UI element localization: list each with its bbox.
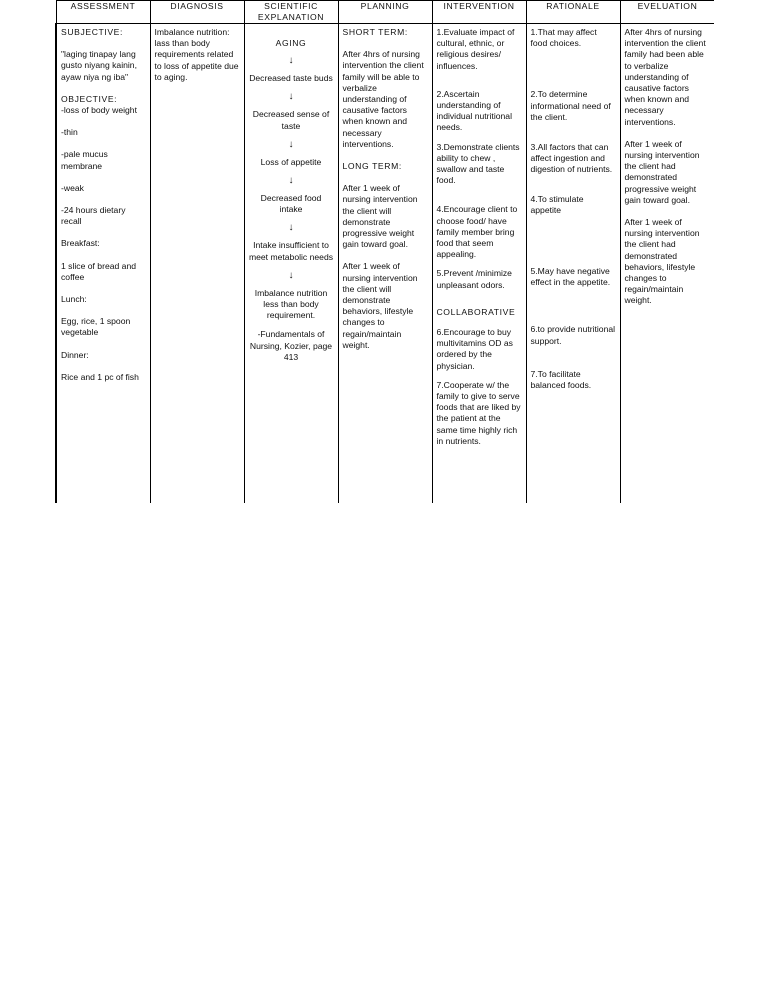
- nursing-care-plan-sheet: [55, 0, 714, 503]
- header-assessment: ASSESSMENT: [56, 1, 150, 24]
- long-term-label: LONG TERM:: [342, 161, 402, 172]
- breakfast-label: Breakfast:: [61, 238, 100, 249]
- diagnosis-cell: [150, 24, 244, 504]
- objective-item: -24 hours dietary recall: [61, 205, 126, 227]
- rationale-item: 1.That may affect food choices.: [530, 27, 597, 49]
- objective-item: -pale mucus membrane: [61, 149, 108, 171]
- lunch-recall: Egg, rice, 1 spoon vegetable: [61, 316, 131, 338]
- pathway-step: Decreased sense of taste: [252, 109, 330, 131]
- intervention-item: 6.Encourage to buy multivitamins OD as ordered by the physician.: [436, 327, 513, 371]
- pathway-step: Intake insufficient to meet metabolic needs: [248, 240, 334, 262]
- dinner-recall: Rice and 1 pc of fish: [61, 371, 139, 382]
- evaluation-item: After 1 week of nursing intervention the client had demonstrated progressive weight gain toward goal.: [624, 138, 700, 205]
- pathway-step: Decreased taste buds: [249, 73, 333, 84]
- long-term-goal: After 1 week of nursing intervention the client will demonstrate behaviors, lifestyle changes to regain/maintain weight.: [342, 261, 418, 350]
- scientific-explanation-cell: [244, 24, 338, 504]
- down-arrow-icon: ↓: [288, 55, 294, 67]
- evaluation-item: After 1 week of nursing intervention the client had demonstrated behaviors, lifestyle changes to regain/maintain weight.: [624, 217, 700, 306]
- collaborative-label: COLLABORATIVE: [436, 306, 516, 317]
- reference-citation: -Fundamentals of Nursing, Kozier, page 413: [249, 329, 333, 362]
- diagnosis-text: Imbalance nutrition: lass than body requirements related to loss of appetite due to aging.: [154, 27, 239, 82]
- down-arrow-icon: ↓: [288, 269, 294, 281]
- objective-item: -thin: [61, 127, 78, 138]
- planning-cell: [338, 24, 432, 504]
- rationale-cell: [526, 24, 620, 504]
- intervention-item: 5.Prevent /minimize unpleasant odors.: [436, 268, 512, 290]
- down-arrow-icon: ↓: [288, 222, 294, 234]
- rationale-item: 6.to provide nutritional support.: [530, 324, 616, 346]
- evaluation-item: After 4hrs of nursing intervention the client family had been able to verbalize understanding of causative factors when known and necessary interventions.: [624, 27, 706, 127]
- dinner-label: Dinner:: [61, 349, 89, 360]
- objective-label: OBJECTIVE:: [61, 93, 118, 104]
- header-rationale: RATIONALE: [526, 1, 620, 24]
- intervention-item: 3.Demonstrate clients ability to chew , swallow and taste food.: [436, 141, 520, 186]
- pathway-step: Loss of appetite: [260, 156, 322, 167]
- intervention-cell: [432, 24, 526, 504]
- objective-item: -weak: [61, 182, 84, 193]
- objective-item: -loss of body weight: [61, 105, 137, 116]
- down-arrow-icon: ↓: [288, 138, 294, 150]
- lunch-label: Lunch:: [61, 294, 87, 305]
- breakfast-recall: 1 slice of bread and coffee: [61, 260, 137, 282]
- rationale-item: 3.All factors that can affect ingestion and digestion of nutrients.: [530, 142, 613, 175]
- pathway-step: Decreased food intake: [260, 193, 322, 215]
- down-arrow-icon: ↓: [288, 91, 294, 103]
- care-plan-row: [56, 24, 714, 504]
- intervention-item: 4.Encourage client to choose food/ have family member bring food that seem appealing.: [436, 204, 518, 260]
- subjective-quote: "laging tinapay lang gusto niyang kainin, ayaw niya ng iba": [61, 49, 137, 82]
- header-planning: PLANNING: [338, 1, 432, 24]
- intervention-item: 7.Cooperate w/ the family to give to serve foods that are liked by the patient at the same time highly rich in nutrients.: [436, 379, 521, 446]
- nursing-care-plan-table: [55, 0, 714, 503]
- short-term-goal: After 4hrs of nursing intervention the client family will be able to verbalize understanding of causative factors when known and necessary interventions.: [342, 49, 424, 149]
- rationale-item: 5.May have negative effect in the appetite.: [530, 266, 611, 288]
- header-intervention: INTERVENTION: [432, 1, 526, 24]
- rationale-item: 7.To facilitate balanced foods.: [530, 368, 592, 391]
- header-diagnosis: DIAGNOSIS: [150, 1, 244, 24]
- long-term-goal: After 1 week of nursing intervention the client will demonstrate progressive weight gain toward goal.: [342, 183, 418, 250]
- intervention-item: 2.Ascertain understanding of individual nutritional needs.: [436, 88, 512, 133]
- down-arrow-icon: ↓: [288, 175, 294, 187]
- rationale-item: 2.To determine informational need of the client.: [530, 89, 611, 122]
- assessment-cell: [56, 24, 150, 504]
- header-scientific-explanation: SCIENTIFIC EXPLANATION: [244, 1, 338, 24]
- rationale-item: 4.To stimulate appetite: [530, 193, 584, 215]
- evaluation-cell: [620, 24, 714, 504]
- short-term-label: SHORT TERM:: [342, 27, 408, 37]
- intervention-item: 1.Evaluate impact of cultural, ethnic, or religious desires/ influences.: [436, 27, 515, 71]
- subjective-label: SUBJECTIVE:: [61, 27, 123, 37]
- header-evaluation: EVELUATION: [620, 1, 714, 24]
- header-row: [56, 1, 714, 24]
- pathway-step: AGING: [275, 38, 307, 48]
- pathway-step: Imbalance nutrition less than body requirement.: [254, 287, 328, 321]
